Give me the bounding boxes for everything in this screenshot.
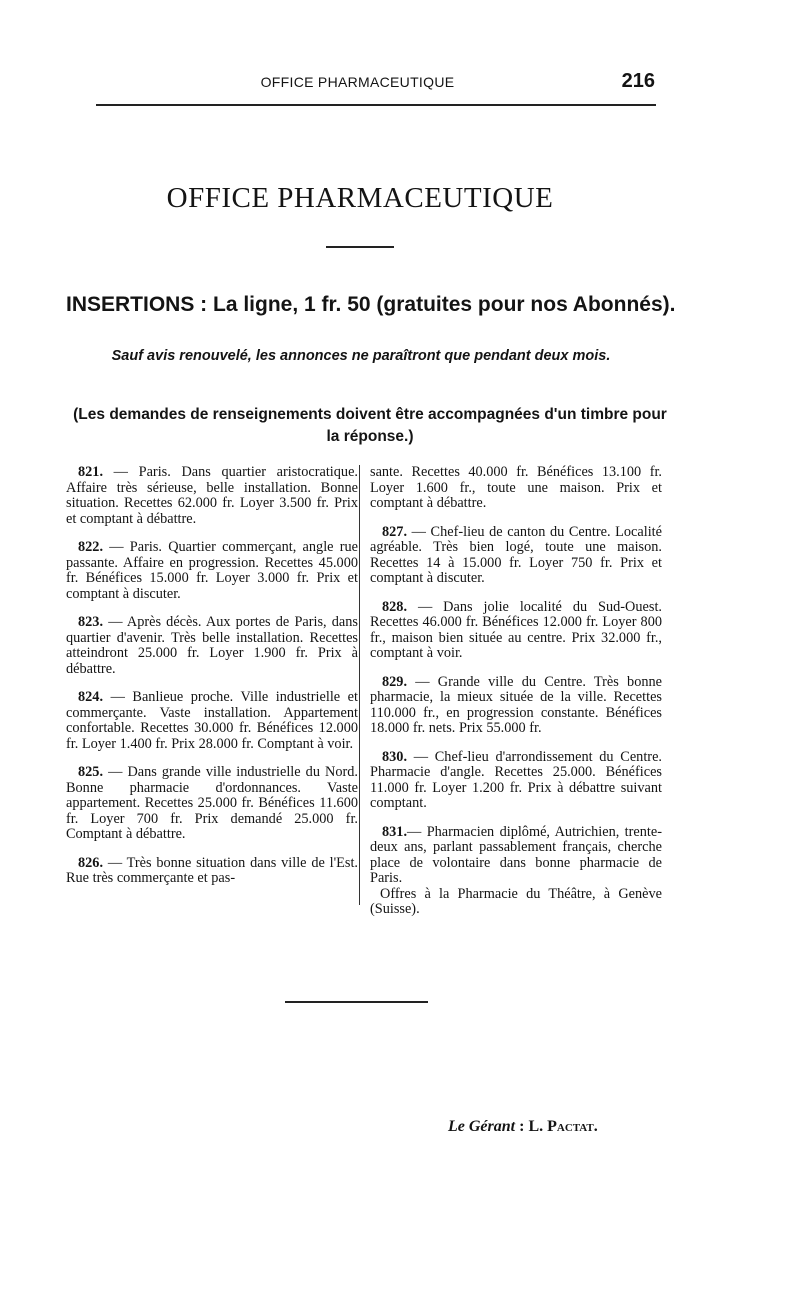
insertions-rate: INSERTIONS : La ligne, 1 fr. 50 (gratuites pour nos Abonnés). xyxy=(66,293,676,316)
signature xyxy=(448,1118,598,1136)
ad-number: 828. xyxy=(382,598,408,615)
ad-831 xyxy=(370,825,662,887)
ad-text: — Très bonne situation dans ville de l'Est. Rue très commerçante et pas- xyxy=(66,854,358,886)
ad-text: — Après décès. Aux portes de Paris, dans quartier d'avenir. Très belle installation. Recettes atteindront 25.000 fr. Loyer 1.900 fr. Prix à débattre. xyxy=(66,614,358,677)
column-divider xyxy=(359,465,360,905)
ad-number: 827. xyxy=(382,523,408,540)
footer-rule xyxy=(285,1001,428,1003)
ad-number: 822. xyxy=(78,539,104,555)
signature-role: Le Gérant xyxy=(448,1118,516,1135)
ad-number: 823. xyxy=(78,614,104,630)
ad-number: 831. xyxy=(382,823,408,840)
signature-name: L. Pactat. xyxy=(528,1118,598,1135)
signature-separator: : xyxy=(515,1118,529,1135)
ad-number: 826. xyxy=(78,854,104,871)
ad-823 xyxy=(66,615,358,677)
running-head xyxy=(60,70,655,94)
header-rule xyxy=(96,104,656,106)
column-left xyxy=(66,465,358,900)
ad-number: 830. xyxy=(382,748,408,765)
ad-828 xyxy=(370,600,662,662)
ad-text: — Dans jolie localité du Sud-Ouest. Recettes 46.000 fr. Bénéfices 12.000 fr. Loyer 800 fr., maison bien située au centre. Prix 32.000 fr., comptant à voir. xyxy=(370,598,662,661)
ad-824 xyxy=(66,690,358,752)
page-title: OFFICE PHARMACEUTIQUE xyxy=(166,182,554,214)
ad-826-start xyxy=(66,856,358,887)
ad-829 xyxy=(370,675,662,737)
column-right xyxy=(370,465,662,918)
ad-number: 825. xyxy=(78,764,104,780)
ad-text: — Paris. Dans quartier aristocratique. Affaire très sérieuse, belle installation. Bonne situation. Recettes 62.000 fr. Loyer 3.500 fr. Prix et comptant à débattre. xyxy=(66,464,358,527)
ad-number: 821. xyxy=(78,464,104,480)
ad-text: — Chef-lieu d'arrondissement du Centre. Pharmacie d'angle. Recettes 25.000. Bénéfices 11.000 fr. Loyer 1.200 fr. Prix à débattre suivant comptant. xyxy=(370,748,662,811)
ad-text: — Paris. Quartier commerçant, angle rue passante. Affaire en progression. Recettes 45.000 fr. Bénéfices 15.000 fr. Loyer 3.000 fr. Prix et comptant à discuter. xyxy=(66,539,358,602)
ad-826-continued: sante. Recettes 40.000 fr. Bénéfices 13.100 fr. Loyer 1.600 fr., toute une maison. Prix et comptant à débattre. xyxy=(370,464,662,511)
ad-831-offers: Offres à la Pharmacie du Théâtre, à Genève (Suisse). xyxy=(370,885,662,917)
ad-number: 824. xyxy=(78,689,104,705)
ad-text: — Chef-lieu de canton du Centre. Localité agréable. Très bien logé, toute une maison. Recettes 14 à 15.000 fr. Loyer 750 fr. Prix et comptant à discuter. xyxy=(370,523,662,586)
renewal-notice: Sauf avis renouvelé, les annonces ne paraîtront que pendant deux mois. xyxy=(111,348,611,364)
ad-number: 829. xyxy=(382,673,408,690)
ad-825 xyxy=(66,765,358,843)
requests-notice: (Les demandes de renseignements doivent être accompagnées d'un timbre pour la réponse.) xyxy=(73,406,667,445)
ad-830 xyxy=(370,750,662,812)
ad-text: — Dans grande ville industrielle du Nord. Bonne pharmacie d'ordonnances. Vaste appartement. Recettes 25.000 fr. Bénéfices 11.600 fr. Loyer 700 fr. Prix demandé 25.000 fr. Comptant à débattre. xyxy=(66,764,358,842)
ad-text: — Banlieue proche. Ville industrielle et commerçante. Vaste installation. Appartement confortable. Recettes 30.000 fr. Bénéfices 12.000 fr. Loyer 1.400 fr. Prix 28.000 fr. Comptant à voir. xyxy=(66,689,358,752)
page-number: 216 xyxy=(621,70,655,92)
ad-822 xyxy=(66,540,358,602)
running-title: OFFICE PHARMACEUTIQUE xyxy=(260,74,455,90)
title-rule xyxy=(326,246,394,248)
ad-827 xyxy=(370,525,662,587)
ad-text: — Grande ville du Centre. Très bonne pharmacie, la mieux située de la ville. Recettes 110.000 fr., en progression constante. Bénéfices 18.000 fr. nets. Prix 55.000 fr. xyxy=(370,673,662,736)
ad-821 xyxy=(66,465,358,527)
ad-text: — Pharmacien diplômé, Autrichien, trente-deux ans, parlant passablement français, cherche place de volontaire dans bonne pharmacie de Paris. xyxy=(370,823,662,886)
